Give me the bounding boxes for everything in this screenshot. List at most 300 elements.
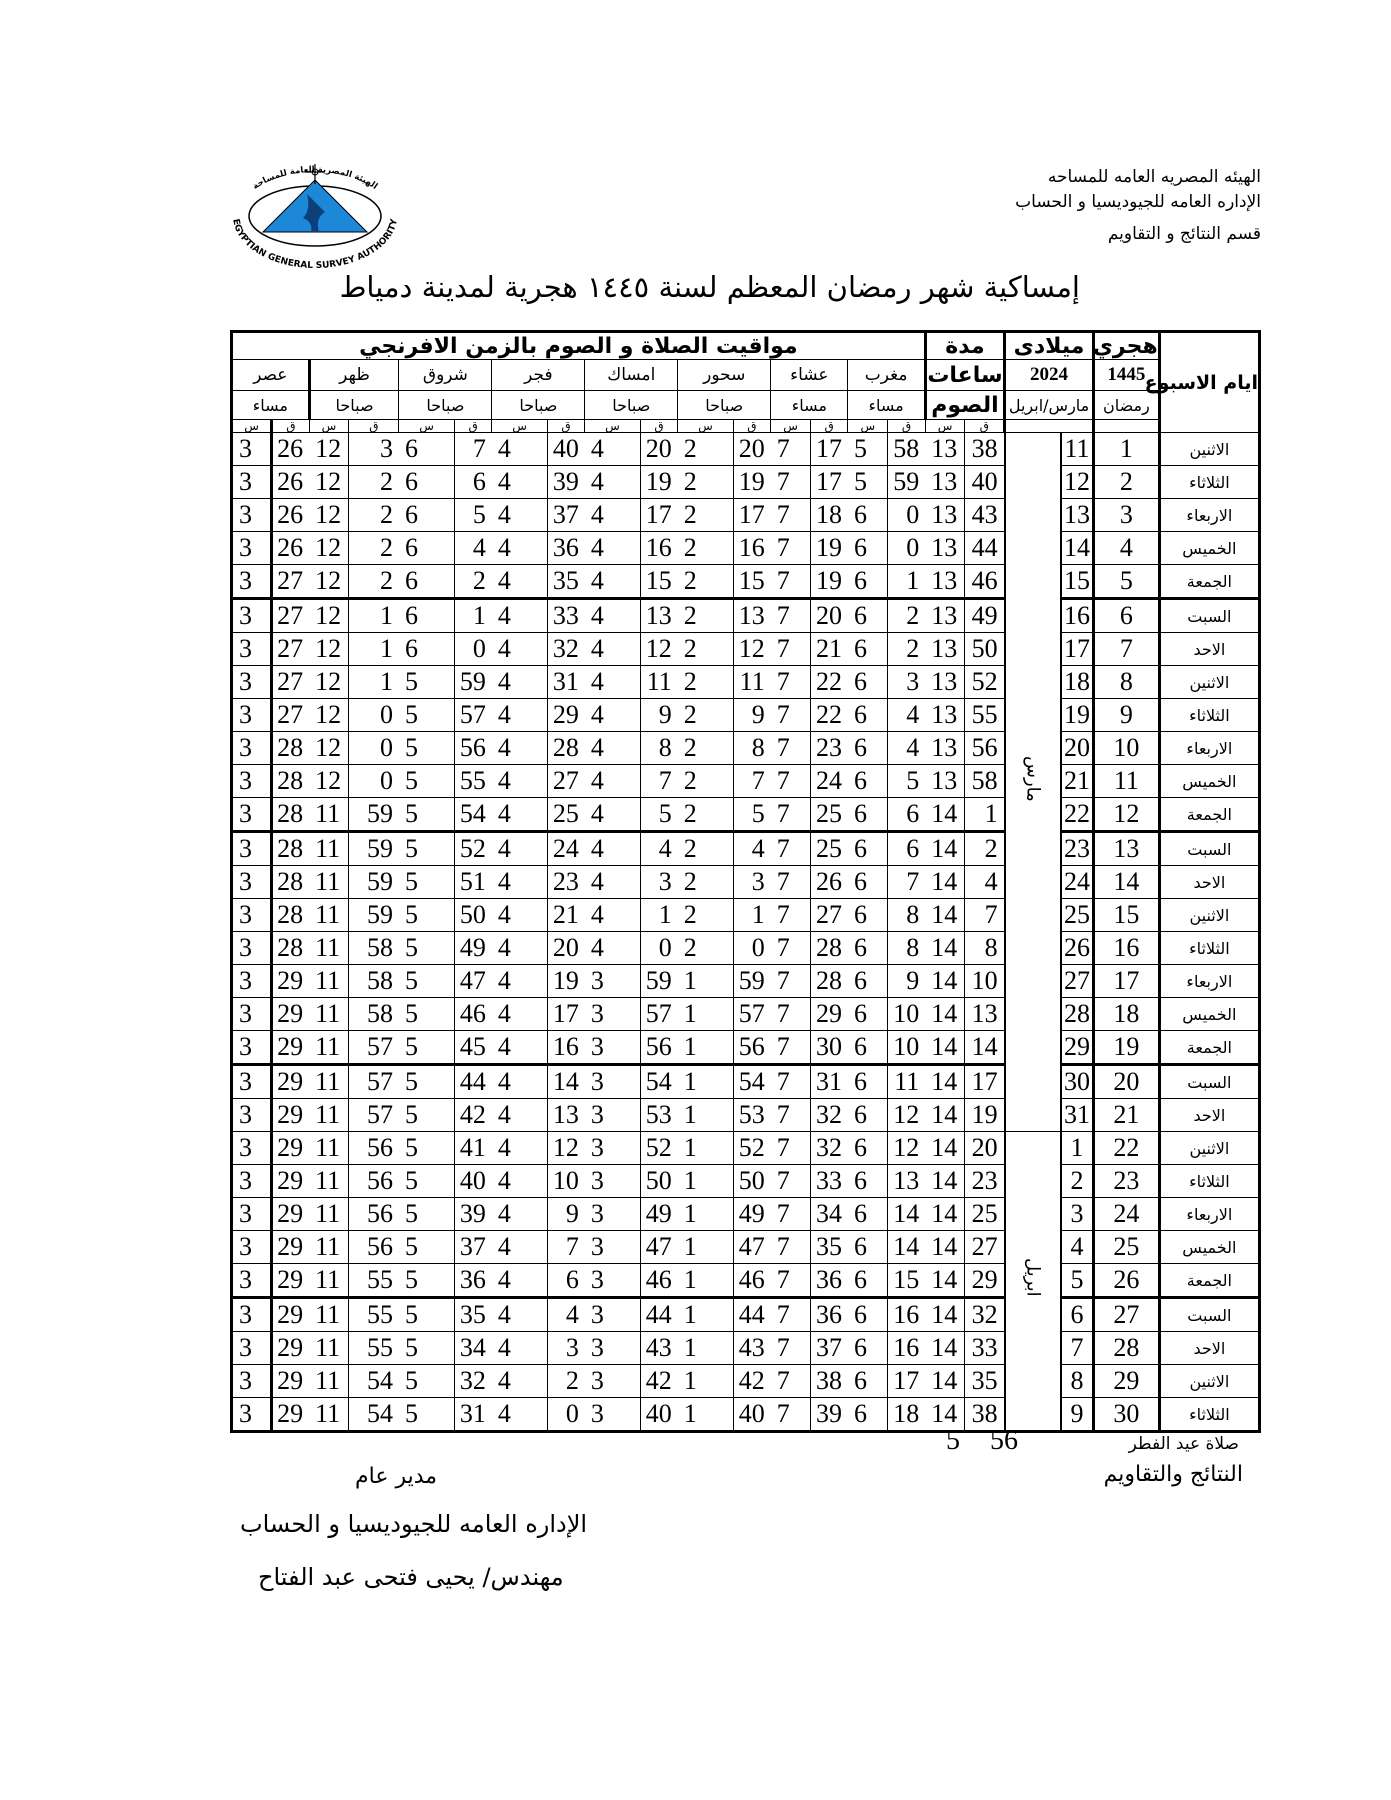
minute-cell: 0 bbox=[733, 932, 771, 965]
hour-cell: 13 bbox=[925, 765, 965, 798]
hour-cell: 5 bbox=[399, 1332, 454, 1365]
logo-text-english: EGYPTIAN GENERAL SURVEY AUTHORITY bbox=[230, 218, 400, 270]
hour-cell: 14 bbox=[925, 866, 965, 899]
hour-cell: 1 bbox=[678, 965, 733, 998]
hour-cell: 7 bbox=[771, 499, 811, 532]
hour-cell: 14 bbox=[925, 1298, 965, 1332]
hour-cell: 4 bbox=[585, 666, 640, 699]
hour-cell: 4 bbox=[492, 1132, 547, 1165]
minute-cell: 36 bbox=[454, 1264, 492, 1298]
unit-minute-label: ق bbox=[888, 420, 926, 433]
hour-cell: 5 bbox=[399, 965, 454, 998]
hour-cell: 4 bbox=[585, 599, 640, 633]
hour-cell: 3 bbox=[232, 1198, 272, 1231]
hour-cell: 1 bbox=[678, 1165, 733, 1198]
minute-cell: 4 bbox=[888, 732, 926, 765]
hour-cell: 3 bbox=[232, 466, 272, 499]
minute-cell: 19 bbox=[640, 466, 678, 499]
hour-cell: 4 bbox=[492, 998, 547, 1031]
minute-cell: 13 bbox=[888, 1165, 926, 1198]
minute-cell: 29 bbox=[272, 965, 310, 998]
gregorian-day-cell: 11 bbox=[1061, 433, 1093, 466]
minute-cell: 26 bbox=[272, 466, 310, 499]
minute-cell: 29 bbox=[272, 1398, 310, 1432]
minute-cell: 0 bbox=[640, 932, 678, 965]
minute-cell: 10 bbox=[965, 965, 1005, 998]
minute-cell: 23 bbox=[965, 1165, 1005, 1198]
minute-cell: 4 bbox=[965, 866, 1005, 899]
hour-cell: 11 bbox=[309, 866, 349, 899]
hour-cell: 5 bbox=[399, 866, 454, 899]
weekday-cell: الاثنين bbox=[1159, 1365, 1259, 1398]
hijri-day-cell: 22 bbox=[1093, 1132, 1159, 1165]
unit-minute-label: ق bbox=[272, 420, 310, 433]
minute-cell: 50 bbox=[454, 899, 492, 932]
minute-cell: 28 bbox=[272, 765, 310, 798]
hour-cell: 4 bbox=[492, 633, 547, 666]
hour-cell: 7 bbox=[771, 1198, 811, 1231]
weekday-cell: الاثنين bbox=[1159, 1132, 1259, 1165]
minute-cell: 25 bbox=[965, 1198, 1005, 1231]
hour-cell: 11 bbox=[309, 1264, 349, 1298]
hour-cell: 2 bbox=[678, 798, 733, 832]
hour-cell: 3 bbox=[232, 499, 272, 532]
hour-cell: 4 bbox=[492, 899, 547, 932]
minute-cell: 40 bbox=[733, 1398, 771, 1432]
minute-cell: 56 bbox=[454, 732, 492, 765]
minute-cell: 35 bbox=[454, 1298, 492, 1332]
table-row bbox=[232, 998, 1260, 1031]
weekday-cell: الجمعة bbox=[1159, 798, 1259, 832]
hour-cell: 4 bbox=[585, 765, 640, 798]
minute-cell: 34 bbox=[454, 1332, 492, 1365]
hour-cell: 3 bbox=[232, 599, 272, 633]
minute-cell: 46 bbox=[733, 1264, 771, 1298]
weekday-cell: الثلاثاء bbox=[1159, 1165, 1259, 1198]
hour-cell: 3 bbox=[232, 1099, 272, 1132]
hour-cell: 11 bbox=[309, 1298, 349, 1332]
minute-cell: 6 bbox=[454, 466, 492, 499]
minute-cell: 7 bbox=[733, 765, 771, 798]
hour-cell: 13 bbox=[925, 565, 965, 599]
hour-cell: 6 bbox=[848, 1165, 888, 1198]
weekday-cell: الجمعة bbox=[1159, 1031, 1259, 1065]
hour-cell: 4 bbox=[492, 1165, 547, 1198]
hour-cell: 7 bbox=[771, 433, 811, 466]
hour-cell: 7 bbox=[771, 798, 811, 832]
minute-cell: 24 bbox=[547, 832, 585, 866]
minute-cell: 19 bbox=[965, 1099, 1005, 1132]
hour-cell: 11 bbox=[309, 965, 349, 998]
hour-cell: 14 bbox=[925, 998, 965, 1031]
minute-cell: 46 bbox=[640, 1264, 678, 1298]
minute-cell: 0 bbox=[349, 765, 399, 798]
unit-minute-label: ق bbox=[349, 420, 399, 433]
minute-cell: 2 bbox=[349, 532, 399, 565]
hour-cell: 14 bbox=[925, 965, 965, 998]
table-row bbox=[232, 1264, 1260, 1298]
org-name-line3: قسم النتائج و التقاويم bbox=[1107, 224, 1261, 244]
unit-minute-label: ق bbox=[810, 420, 848, 433]
hijri-day-cell: 27 bbox=[1093, 1298, 1159, 1332]
hour-cell: 13 bbox=[925, 466, 965, 499]
hour-cell: 11 bbox=[309, 1132, 349, 1165]
hour-cell: 6 bbox=[848, 1231, 888, 1264]
hour-cell: 7 bbox=[771, 899, 811, 932]
minute-cell: 13 bbox=[547, 1099, 585, 1132]
hijri-day-cell: 1 bbox=[1093, 433, 1159, 466]
hour-cell: 11 bbox=[309, 998, 349, 1031]
minute-cell: 40 bbox=[965, 466, 1005, 499]
minute-cell: 32 bbox=[547, 633, 585, 666]
gregorian-day-cell: 31 bbox=[1061, 1099, 1093, 1132]
minute-cell: 20 bbox=[965, 1132, 1005, 1165]
org-name-line1: الهيئه المصريه العامه للمساحه bbox=[1047, 167, 1261, 187]
minute-cell: 55 bbox=[349, 1298, 399, 1332]
hour-cell: 1 bbox=[678, 1132, 733, 1165]
eid-prayer-hour: 5 bbox=[946, 1425, 960, 1456]
hour-cell: 14 bbox=[925, 1031, 965, 1065]
gregorian-day-cell: 2 bbox=[1061, 1165, 1093, 1198]
hour-cell: 5 bbox=[399, 1198, 454, 1231]
gregorian-day-cell: 20 bbox=[1061, 732, 1093, 765]
minute-cell: 17 bbox=[640, 499, 678, 532]
minute-cell: 5 bbox=[888, 765, 926, 798]
hijri-day-cell: 7 bbox=[1093, 633, 1159, 666]
minute-cell: 10 bbox=[547, 1165, 585, 1198]
hour-cell: 4 bbox=[492, 1099, 547, 1132]
minute-cell: 18 bbox=[810, 499, 848, 532]
hour-cell: 5 bbox=[399, 832, 454, 866]
hour-cell: 7 bbox=[771, 866, 811, 899]
minute-cell: 57 bbox=[349, 1065, 399, 1099]
minute-cell: 54 bbox=[454, 798, 492, 832]
weekday-cell: السبت bbox=[1159, 832, 1259, 866]
minute-cell: 8 bbox=[888, 899, 926, 932]
minute-cell: 26 bbox=[272, 532, 310, 565]
table-row bbox=[232, 1298, 1260, 1332]
minute-cell: 25 bbox=[810, 832, 848, 866]
hour-cell: 4 bbox=[492, 599, 547, 633]
weekday-cell: الخميس bbox=[1159, 1231, 1259, 1264]
hour-cell: 4 bbox=[492, 466, 547, 499]
minute-cell: 19 bbox=[810, 532, 848, 565]
hour-cell: 7 bbox=[771, 1132, 811, 1165]
hour-cell: 12 bbox=[309, 633, 349, 666]
unit-hour-label: س bbox=[399, 420, 454, 433]
minute-cell: 16 bbox=[888, 1332, 926, 1365]
hour-cell: 7 bbox=[771, 532, 811, 565]
minute-cell: 52 bbox=[640, 1132, 678, 1165]
table-row bbox=[232, 965, 1260, 998]
minute-cell: 29 bbox=[272, 1264, 310, 1298]
hour-cell: 5 bbox=[399, 899, 454, 932]
gregorian-day-cell: 14 bbox=[1061, 532, 1093, 565]
hijri-day-cell: 17 bbox=[1093, 965, 1159, 998]
hour-cell: 4 bbox=[492, 1365, 547, 1398]
hijri-day-cell: 28 bbox=[1093, 1332, 1159, 1365]
col-header-prayer-period: صباحا bbox=[585, 391, 678, 420]
hour-cell: 4 bbox=[492, 1231, 547, 1264]
minute-cell: 1 bbox=[640, 899, 678, 932]
unit-hour-label: س bbox=[232, 420, 272, 433]
hijri-day-cell: 19 bbox=[1093, 1031, 1159, 1065]
month-april-label: ابريل bbox=[1022, 1258, 1044, 1297]
gregorian-day-cell: 16 bbox=[1061, 599, 1093, 633]
minute-cell: 17 bbox=[810, 466, 848, 499]
minute-cell: 56 bbox=[349, 1165, 399, 1198]
hour-cell: 4 bbox=[585, 798, 640, 832]
table-row bbox=[232, 466, 1260, 499]
hour-cell: 1 bbox=[678, 1332, 733, 1365]
minute-cell: 26 bbox=[272, 433, 310, 466]
unit-minute-label: ق bbox=[965, 420, 1005, 433]
minute-cell: 2 bbox=[454, 565, 492, 599]
minute-cell: 40 bbox=[547, 433, 585, 466]
minute-cell: 28 bbox=[272, 832, 310, 866]
minute-cell: 26 bbox=[272, 499, 310, 532]
gregorian-day-cell: 28 bbox=[1061, 998, 1093, 1031]
hour-cell: 6 bbox=[399, 633, 454, 666]
minute-cell: 52 bbox=[454, 832, 492, 866]
hour-cell: 3 bbox=[232, 1264, 272, 1298]
hour-cell: 7 bbox=[771, 1264, 811, 1298]
table-row bbox=[232, 1231, 1260, 1264]
minute-cell: 14 bbox=[965, 1031, 1005, 1065]
minute-cell: 1 bbox=[349, 633, 399, 666]
minute-cell: 35 bbox=[965, 1365, 1005, 1398]
minute-cell: 10 bbox=[888, 1031, 926, 1065]
hour-cell: 2 bbox=[678, 633, 733, 666]
hour-cell: 5 bbox=[399, 699, 454, 732]
hour-cell: 4 bbox=[585, 866, 640, 899]
gregorian-year: 2024 bbox=[1005, 360, 1094, 391]
hour-cell: 14 bbox=[925, 1398, 965, 1432]
hijri-day-cell: 9 bbox=[1093, 699, 1159, 732]
hour-cell: 6 bbox=[399, 599, 454, 633]
minute-cell: 40 bbox=[454, 1165, 492, 1198]
hour-cell: 4 bbox=[585, 633, 640, 666]
minute-cell: 15 bbox=[733, 565, 771, 599]
hour-cell: 14 bbox=[925, 932, 965, 965]
hour-cell: 5 bbox=[848, 466, 888, 499]
minute-cell: 53 bbox=[640, 1099, 678, 1132]
minute-cell: 12 bbox=[547, 1132, 585, 1165]
hour-cell: 12 bbox=[309, 565, 349, 599]
table-row bbox=[232, 899, 1260, 932]
hour-cell: 3 bbox=[232, 1398, 272, 1432]
hour-cell: 7 bbox=[771, 699, 811, 732]
minute-cell: 27 bbox=[965, 1231, 1005, 1264]
hour-cell: 3 bbox=[232, 998, 272, 1031]
hour-cell: 3 bbox=[232, 1132, 272, 1165]
unit-minute-label: ق bbox=[733, 420, 771, 433]
hour-cell: 6 bbox=[848, 699, 888, 732]
table-row bbox=[232, 765, 1260, 798]
hour-cell: 5 bbox=[399, 1031, 454, 1065]
minute-cell: 1 bbox=[349, 666, 399, 699]
minute-cell: 36 bbox=[810, 1298, 848, 1332]
table-row bbox=[232, 599, 1260, 633]
minute-cell: 3 bbox=[640, 866, 678, 899]
minute-cell: 8 bbox=[733, 732, 771, 765]
hour-cell: 3 bbox=[232, 1298, 272, 1332]
hour-cell: 13 bbox=[925, 532, 965, 565]
hour-cell: 4 bbox=[585, 532, 640, 565]
hour-cell: 3 bbox=[232, 1365, 272, 1398]
hijri-day-cell: 20 bbox=[1093, 1065, 1159, 1099]
minute-cell: 0 bbox=[454, 633, 492, 666]
minute-cell: 13 bbox=[965, 998, 1005, 1031]
hour-cell: 6 bbox=[848, 532, 888, 565]
hour-cell: 6 bbox=[848, 798, 888, 832]
hour-cell: 4 bbox=[492, 765, 547, 798]
minute-cell: 29 bbox=[272, 1132, 310, 1165]
hour-cell: 6 bbox=[848, 1298, 888, 1332]
hour-cell: 4 bbox=[492, 565, 547, 599]
hour-cell: 6 bbox=[848, 932, 888, 965]
table-row bbox=[232, 565, 1260, 599]
hour-cell: 2 bbox=[678, 932, 733, 965]
imsakiya-table bbox=[230, 330, 1261, 1433]
unit-hour-label: س bbox=[678, 420, 733, 433]
minute-cell: 9 bbox=[888, 965, 926, 998]
table-row bbox=[232, 866, 1260, 899]
hour-cell: 4 bbox=[492, 1298, 547, 1332]
hour-cell: 6 bbox=[848, 499, 888, 532]
hour-cell: 6 bbox=[399, 532, 454, 565]
minute-cell: 49 bbox=[733, 1198, 771, 1231]
hour-cell: 11 bbox=[309, 1031, 349, 1065]
hour-cell: 13 bbox=[925, 433, 965, 466]
table-header bbox=[232, 332, 1260, 433]
hour-cell: 1 bbox=[678, 1065, 733, 1099]
gregorian-day-cell: 18 bbox=[1061, 666, 1093, 699]
minute-cell: 29 bbox=[965, 1264, 1005, 1298]
gregorian-day-cell: 23 bbox=[1061, 832, 1093, 866]
gregorian-day-cell: 19 bbox=[1061, 699, 1093, 732]
hour-cell: 1 bbox=[678, 1031, 733, 1065]
minute-cell: 17 bbox=[888, 1365, 926, 1398]
minute-cell: 31 bbox=[454, 1398, 492, 1432]
hour-cell: 3 bbox=[585, 1398, 640, 1432]
hour-cell: 7 bbox=[771, 1298, 811, 1332]
hour-cell: 7 bbox=[771, 1165, 811, 1198]
minute-cell: 29 bbox=[272, 1365, 310, 1398]
hour-cell: 6 bbox=[848, 1365, 888, 1398]
minute-cell: 7 bbox=[640, 765, 678, 798]
minute-cell: 8 bbox=[888, 932, 926, 965]
minute-cell: 57 bbox=[454, 699, 492, 732]
minute-cell: 43 bbox=[733, 1332, 771, 1365]
minute-cell: 16 bbox=[888, 1298, 926, 1332]
hour-cell: 3 bbox=[585, 1332, 640, 1365]
minute-cell: 49 bbox=[454, 932, 492, 965]
col-header-prayer-name: شروق bbox=[399, 360, 492, 391]
minute-cell: 7 bbox=[965, 899, 1005, 932]
month-march-cell bbox=[1005, 433, 1061, 1132]
hour-cell: 1 bbox=[678, 998, 733, 1031]
col-header-prayer-period: مساء bbox=[848, 391, 925, 420]
hour-cell: 5 bbox=[848, 433, 888, 466]
hijri-day-cell: 23 bbox=[1093, 1165, 1159, 1198]
hijri-day-cell: 18 bbox=[1093, 998, 1159, 1031]
minute-cell: 2 bbox=[349, 499, 399, 532]
weekday-cell: الاربعاء bbox=[1159, 499, 1259, 532]
hour-cell: 13 bbox=[925, 732, 965, 765]
minute-cell: 28 bbox=[272, 899, 310, 932]
minute-cell: 38 bbox=[965, 1398, 1005, 1432]
table-row bbox=[232, 1132, 1260, 1165]
minute-cell: 56 bbox=[640, 1031, 678, 1065]
hour-cell: 3 bbox=[232, 832, 272, 866]
hour-cell: 5 bbox=[399, 998, 454, 1031]
minute-cell: 38 bbox=[965, 433, 1005, 466]
gregorian-day-cell: 15 bbox=[1061, 565, 1093, 599]
gregorian-day-cell: 25 bbox=[1061, 899, 1093, 932]
minute-cell: 6 bbox=[547, 1264, 585, 1298]
minute-cell: 12 bbox=[733, 633, 771, 666]
hour-cell: 1 bbox=[678, 1365, 733, 1398]
minute-cell: 4 bbox=[888, 699, 926, 732]
minute-cell: 15 bbox=[888, 1264, 926, 1298]
minute-cell: 33 bbox=[965, 1332, 1005, 1365]
minute-cell: 16 bbox=[733, 532, 771, 565]
hour-cell: 2 bbox=[678, 599, 733, 633]
minute-cell: 11 bbox=[733, 666, 771, 699]
hour-cell: 2 bbox=[678, 899, 733, 932]
hour-cell: 6 bbox=[848, 1398, 888, 1432]
minute-cell: 40 bbox=[640, 1398, 678, 1432]
minute-cell: 55 bbox=[965, 699, 1005, 732]
gregorian-day-cell: 22 bbox=[1061, 798, 1093, 832]
hour-cell: 6 bbox=[848, 1198, 888, 1231]
weekday-cell: الثلاثاء bbox=[1159, 1398, 1259, 1432]
minute-cell: 55 bbox=[454, 765, 492, 798]
hour-cell: 2 bbox=[678, 765, 733, 798]
minute-cell: 29 bbox=[272, 1165, 310, 1198]
hour-cell: 14 bbox=[925, 1264, 965, 1298]
minute-cell: 29 bbox=[272, 998, 310, 1031]
minute-cell: 26 bbox=[810, 866, 848, 899]
minute-cell: 57 bbox=[349, 1031, 399, 1065]
minute-cell: 58 bbox=[349, 998, 399, 1031]
imsakiya-table-wrapper bbox=[230, 330, 1261, 1429]
minute-cell: 59 bbox=[349, 798, 399, 832]
hour-cell: 4 bbox=[492, 1198, 547, 1231]
hour-cell: 3 bbox=[585, 1198, 640, 1231]
col-header-prayer-name: سحور bbox=[678, 360, 771, 391]
gregorian-day-cell: 7 bbox=[1061, 1332, 1093, 1365]
minute-cell: 14 bbox=[547, 1065, 585, 1099]
minute-cell: 37 bbox=[454, 1231, 492, 1264]
minute-cell: 42 bbox=[640, 1365, 678, 1398]
minute-cell: 28 bbox=[810, 965, 848, 998]
minute-cell: 22 bbox=[810, 699, 848, 732]
hour-cell: 3 bbox=[585, 1365, 640, 1398]
minute-cell: 57 bbox=[640, 998, 678, 1031]
minute-cell: 47 bbox=[640, 1231, 678, 1264]
col-header-prayer-period: صباحا bbox=[678, 391, 771, 420]
hour-cell: 4 bbox=[492, 866, 547, 899]
minute-cell: 21 bbox=[810, 633, 848, 666]
minute-cell: 27 bbox=[272, 699, 310, 732]
hour-cell: 3 bbox=[585, 1298, 640, 1332]
hour-cell: 3 bbox=[585, 1132, 640, 1165]
minute-cell: 17 bbox=[965, 1065, 1005, 1099]
hour-cell: 7 bbox=[771, 599, 811, 633]
hour-cell: 3 bbox=[232, 732, 272, 765]
